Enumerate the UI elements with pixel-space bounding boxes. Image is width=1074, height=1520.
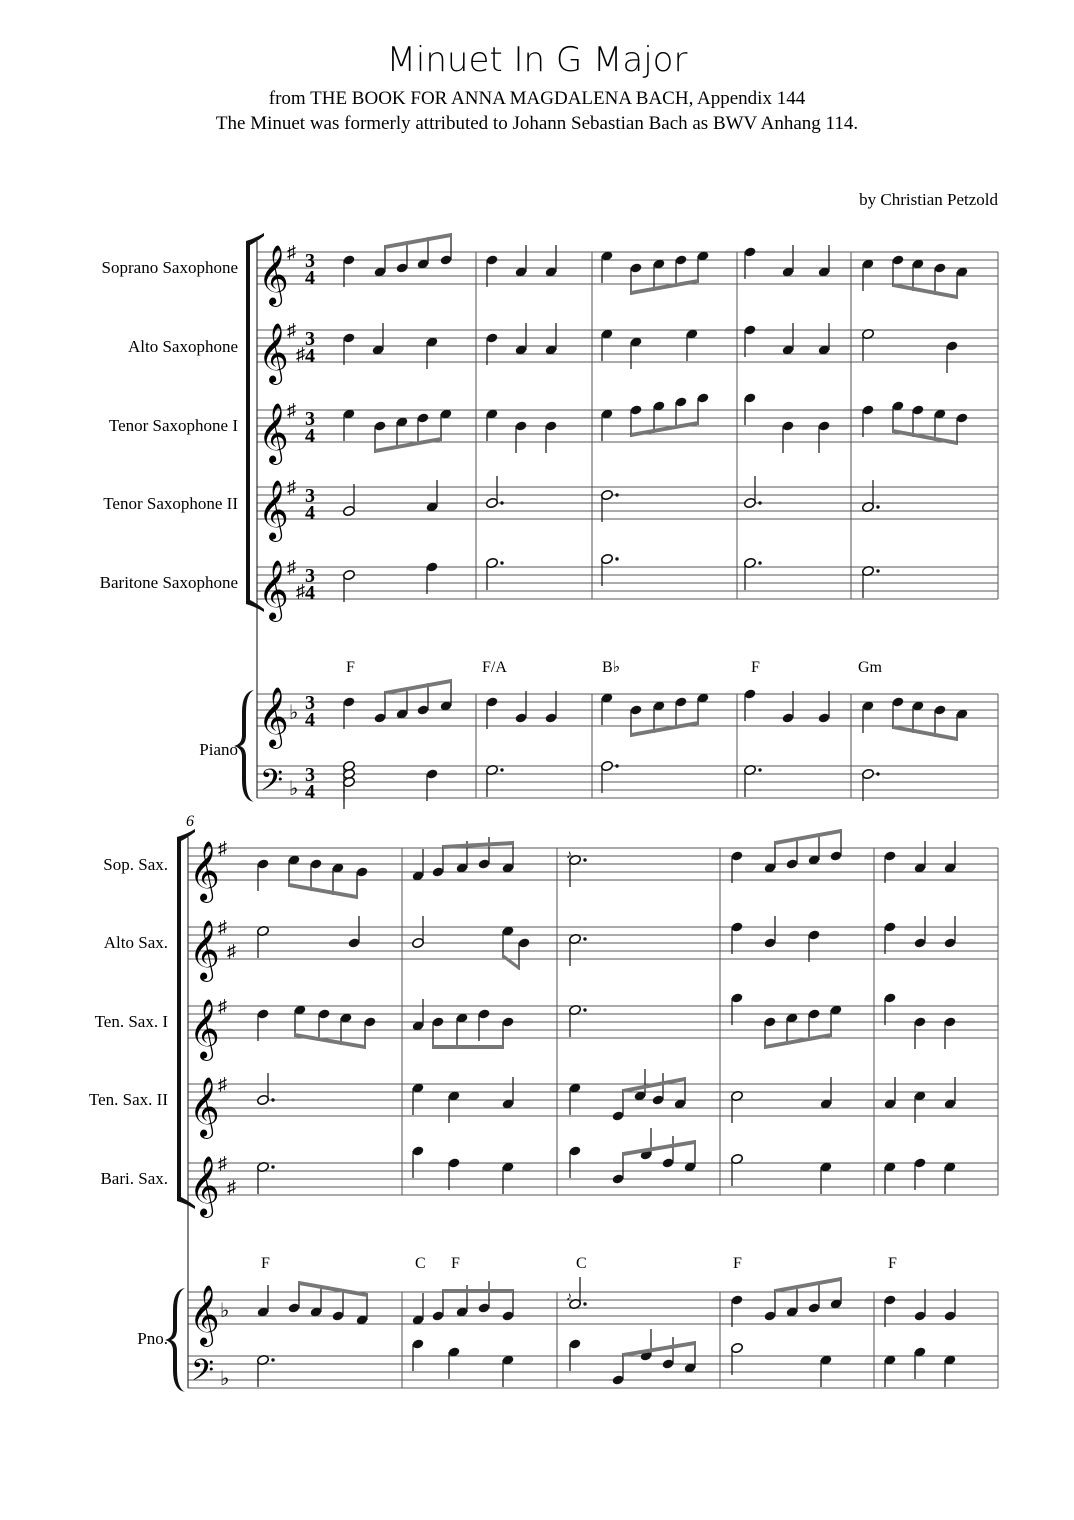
- piano-brace: [165, 1288, 185, 1392]
- dot: [583, 858, 586, 861]
- grace-note: ♪: [566, 847, 572, 861]
- chord-symbol: F: [888, 1255, 897, 1272]
- beam: [443, 1289, 513, 1293]
- svg-text:♯: ♯: [287, 477, 296, 497]
- composer-credit: by Christian Petzold: [859, 190, 998, 209]
- svg-text:♯: ♯: [218, 1074, 227, 1094]
- instrument-name: Piano: [199, 740, 238, 759]
- instrument-name: Tenor Saxophone II: [103, 494, 238, 513]
- beam: [775, 1277, 841, 1293]
- instrument-name: Ten. Sax. I: [94, 1012, 168, 1031]
- dot: [500, 561, 503, 564]
- svg-text:♯: ♯: [287, 557, 296, 577]
- svg-text:𝄞: 𝄞: [258, 405, 289, 462]
- dot: [615, 557, 618, 560]
- beam: [385, 233, 451, 249]
- beam: [631, 721, 698, 737]
- svg-text:♭: ♭: [289, 702, 299, 724]
- time-signature: [305, 250, 315, 803]
- svg-text:♯: ♯: [218, 917, 227, 937]
- chord-symbol: F: [346, 659, 355, 676]
- instrument-name: Alto Sax.: [103, 933, 168, 952]
- svg-text:3: 3: [305, 692, 315, 714]
- sharp-icon: [218, 838, 236, 1197]
- svg-text:𝄞: 𝄞: [258, 562, 289, 619]
- svg-text:𝄞: 𝄞: [189, 922, 220, 979]
- chord-symbol: Gm: [858, 659, 882, 676]
- dot: [758, 561, 761, 564]
- svg-text:𝄞: 𝄞: [189, 1079, 220, 1136]
- measure-number: 6: [186, 813, 194, 830]
- dot: [758, 501, 761, 504]
- svg-text:4: 4: [305, 781, 315, 803]
- instrument-name: Ten. Sax. II: [88, 1090, 168, 1109]
- beam: [775, 829, 841, 845]
- instrument-name: Soprano Saxophone: [101, 258, 238, 277]
- chord-symbol: C: [576, 1255, 587, 1272]
- svg-text:𝄞: 𝄞: [258, 689, 289, 746]
- svg-text:4: 4: [305, 502, 315, 524]
- instrument-name: Alto Saxophone: [127, 337, 238, 356]
- svg-text:♯: ♯: [287, 320, 296, 340]
- svg-text:♯: ♯: [296, 344, 305, 364]
- instrument-name: Pno.: [137, 1329, 168, 1348]
- flat-icon: [220, 1300, 229, 1390]
- barlines: [402, 848, 998, 1388]
- beam: [375, 437, 441, 453]
- dot: [271, 1165, 274, 1168]
- svg-text:𝄞: 𝄞: [189, 1001, 220, 1058]
- dot: [876, 772, 879, 775]
- svg-text:♯: ♯: [227, 941, 236, 961]
- svg-text:4: 4: [305, 582, 315, 604]
- chord-symbol: B♭: [602, 659, 621, 676]
- beam: [289, 883, 357, 899]
- svg-text:♯: ♯: [218, 838, 227, 858]
- treble-clef-icon: [189, 841, 220, 1347]
- beam: [893, 429, 957, 445]
- svg-text:♭: ♭: [289, 778, 299, 800]
- staff-lines: [188, 848, 998, 1388]
- dot: [615, 764, 618, 767]
- svg-text:𝄞: 𝄞: [189, 843, 220, 900]
- svg-text:♯: ♯: [218, 1153, 227, 1173]
- svg-text:♯: ♯: [296, 581, 305, 601]
- grace-note: ♪: [566, 1289, 572, 1303]
- flat-icon: [289, 702, 298, 800]
- staff-lines: [257, 252, 998, 798]
- svg-text:3: 3: [305, 764, 315, 786]
- beam: [631, 421, 698, 437]
- chord-symbol: F: [733, 1255, 742, 1272]
- svg-text:3: 3: [305, 250, 315, 272]
- beam: [295, 1033, 365, 1049]
- dot: [583, 937, 586, 940]
- svg-text:♭: ♭: [220, 1300, 230, 1322]
- piano-brace: [234, 690, 254, 802]
- beam: [623, 1077, 685, 1093]
- treble-clef-icon: [258, 245, 289, 749]
- beam: [503, 954, 519, 970]
- svg-text:4: 4: [305, 709, 315, 731]
- beam: [631, 279, 698, 295]
- svg-text:3: 3: [305, 328, 315, 350]
- instrument-name: Baritone Saxophone: [99, 573, 238, 592]
- svg-text:4: 4: [305, 345, 315, 367]
- svg-text:3: 3: [305, 485, 315, 507]
- svg-text:3: 3: [305, 565, 315, 587]
- chord-symbol: F: [261, 1255, 270, 1272]
- beam: [893, 725, 957, 741]
- beam: [623, 1140, 695, 1156]
- dot: [876, 569, 879, 572]
- instrument-name: Sop. Sax.: [103, 855, 168, 874]
- beam: [433, 1045, 503, 1049]
- bass-clef-icon: 𝄢: [191, 1354, 215, 1394]
- dot: [271, 1098, 274, 1101]
- dot: [500, 768, 503, 771]
- chord-symbol: F/A: [482, 659, 507, 676]
- dot: [271, 1358, 274, 1361]
- subtitle-attribution: The Minuet was formerly attributed to Johann Sebastian Bach as BWV Anhang 114.: [215, 113, 859, 134]
- bass-clef-icon: 𝄢: [260, 764, 284, 804]
- dot: [583, 1302, 586, 1305]
- sharp-icon: [287, 242, 305, 601]
- beam: [299, 1281, 367, 1297]
- svg-text:♯: ♯: [227, 1177, 236, 1197]
- page-title: Minuet In G Major: [386, 40, 688, 80]
- dot: [500, 501, 503, 504]
- dot: [583, 1008, 586, 1011]
- beam: [623, 1341, 695, 1357]
- svg-text:𝄞: 𝄞: [258, 482, 289, 539]
- dot: [876, 505, 879, 508]
- beam: [765, 1033, 831, 1049]
- svg-text:𝄞: 𝄞: [189, 1287, 220, 1344]
- svg-text:3: 3: [305, 408, 315, 430]
- svg-text:𝄞: 𝄞: [258, 325, 289, 382]
- dot: [615, 493, 618, 496]
- svg-text:𝄞: 𝄞: [189, 1158, 220, 1215]
- chord-symbol: F: [451, 1255, 460, 1272]
- svg-text:♯: ♯: [287, 242, 296, 262]
- instrument-name: Bari. Sax.: [100, 1169, 168, 1188]
- dot: [758, 768, 761, 771]
- svg-text:4: 4: [305, 425, 315, 447]
- svg-text:4: 4: [305, 267, 315, 289]
- subtitle-source: from THE BOOK FOR ANNA MAGDALENA BACH, Appendix 144: [268, 88, 806, 109]
- system-2: [89, 813, 998, 1394]
- chord-symbol: C: [415, 1255, 426, 1272]
- chord-symbol: F: [751, 659, 760, 676]
- svg-text:♯: ♯: [287, 400, 296, 420]
- notes-layer: [257, 233, 969, 1387]
- svg-text:♭: ♭: [220, 1368, 230, 1390]
- beam: [385, 679, 451, 695]
- svg-text:𝄞: 𝄞: [258, 247, 289, 304]
- svg-text:♯: ♯: [218, 996, 227, 1016]
- instrument-name: Tenor Saxophone I: [108, 416, 238, 435]
- beam: [893, 283, 957, 299]
